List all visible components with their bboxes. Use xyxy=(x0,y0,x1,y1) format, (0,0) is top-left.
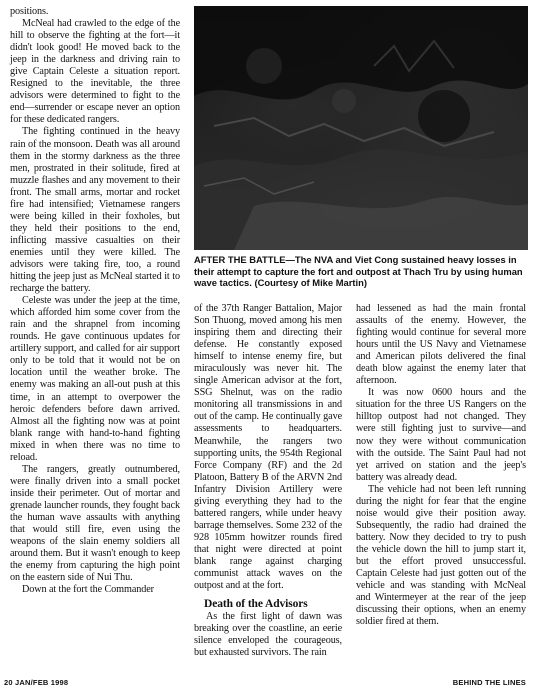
photo-caption xyxy=(194,254,528,289)
paragraph: McNeal had crawled to the edge of the hill to observe the fighting at the fort—it didn't look good! He moved back to the jeep in the darkness and driving rain to give Captain Celeste a situation report. Resigned to the inevitable, the three advisors were determined to fight to the end—surrender or escape never an option for these dedicated rangers. xyxy=(10,18,180,126)
paragraph: positions. xyxy=(10,6,49,17)
paragraph: The rangers, greatly outnumbered, were finally driven into a small pocket inside their perimeter. Out of mortar and grenade launcher rounds, they fought back the human wave assaults with anything that would still fire, even using the weapons of the slain enemy soldiers all around them. But it wasn't enough to keep the enemy from capturing the high point on the eastern side of Nui Thu. xyxy=(10,463,180,584)
paragraph: As the first light of dawn was breaking over the coastline, an eerie silence enveloped the courageous, but exhausted survivors. The rain xyxy=(194,611,342,659)
paragraph: had lessened as had the main frontal assaults of the enemy. However, the fighting would continue for several more hours until the US Navy and Vietnamese and American pilots delivered the final death blow against the enemy later that afternoon. xyxy=(356,303,526,387)
publication-name: BEHIND THE LINES xyxy=(452,678,526,687)
paragraph: of the 37th Ranger Battalion, Major Son Thuong, moved among his men inspiring them and directing their defense. He constantly exposed himself to intense enemy fire, but miraculously was never hit. The single American advisor at the fort, SSG Shelnut, was on the radio monitoring all transmissions in and out of the camp. He continually gave assessments to headquarters. Meanwhile, the rangers two supporting units, the 954th Regional Force Company (RF) and the 2d Platoon, Battery B of the ARVN 2nd Infantry Division Artillery were giving everything they had to the battered rangers, while under heavy barrage themselves. Some 232 of the 928 105mm howitzer rounds fired that night were directed at point blank range against charging communist attack waves on the outpost and at the fort. xyxy=(194,303,342,592)
caption-text: —The NVA and Viet Cong sustained heavy losses in their attempt to capture the fort and outpost at Thach Tru by using human wave tactics. (Courtesy of Mike Martin) xyxy=(194,254,523,289)
paragraph: The fighting continued in the heavy rain of the monsoon. Death was all around them in the stormy darkness as the three men, prostrated in their solitude, fired at muzzle flashes and any movement to their front. The small arms, mortar and rocket fire had intensified; Vietnamese rangers were being killed in their foxholes, but they held their positions to the end, inflicting massive casualties on their enemies until they were killed. The advisors were taking fire, too, a round hitting the jeep just as McNeal started it to recharge the battery. xyxy=(10,126,180,295)
article-column-2 xyxy=(194,303,342,659)
paragraph: Down at the fort the Commander xyxy=(22,584,154,596)
paragraph: The vehicle had not been left running during the night for fear that the engine noise would give their position away. Subsequently, the radio had drained the battery. Now they decided to try to push the vehicle down the hill to jump start it, but the effort proved unsuccessful. Captain Celeste had just gotten out of the vehicle and was standing with McNeal and Wintermeyer at the rear of the jeep discussing their options, when an enemy soldier fired at them. xyxy=(356,483,526,628)
paragraph: Celeste was under the jeep at the time, which afforded him some cover from the rain and the shrapnel from incoming rounds. He gave continuous updates for artillery support, and called for air support only to be told that it would not be on location until the weather broke. The enemy was making an all-out push at this time, in an attempt to overpower the heroic defenders before dawn arrived. Almost all the fighting now was at point blank range with hand-to-hand fighting mixed in when there was no time to reload. xyxy=(10,295,180,463)
battle-photograph xyxy=(194,6,528,250)
caption-lead: AFTER THE BATTLE xyxy=(194,254,286,265)
section-subhead: Death of the Advisors xyxy=(204,598,308,611)
photo-terrain-graphic xyxy=(194,6,528,250)
page-folio: 20 JAN/FEB 1998 xyxy=(4,678,69,687)
paragraph: It was now 0600 hours and the situation for the three US Rangers on the hilltop outpost had not changed. They were still fighting just to survive—and now they were without communication with the outside. The Saint Paul had not yet arrived on station and the jeep's battery was already dead. xyxy=(356,387,526,483)
article-column-1 xyxy=(10,6,180,596)
article-column-3 xyxy=(356,303,526,628)
